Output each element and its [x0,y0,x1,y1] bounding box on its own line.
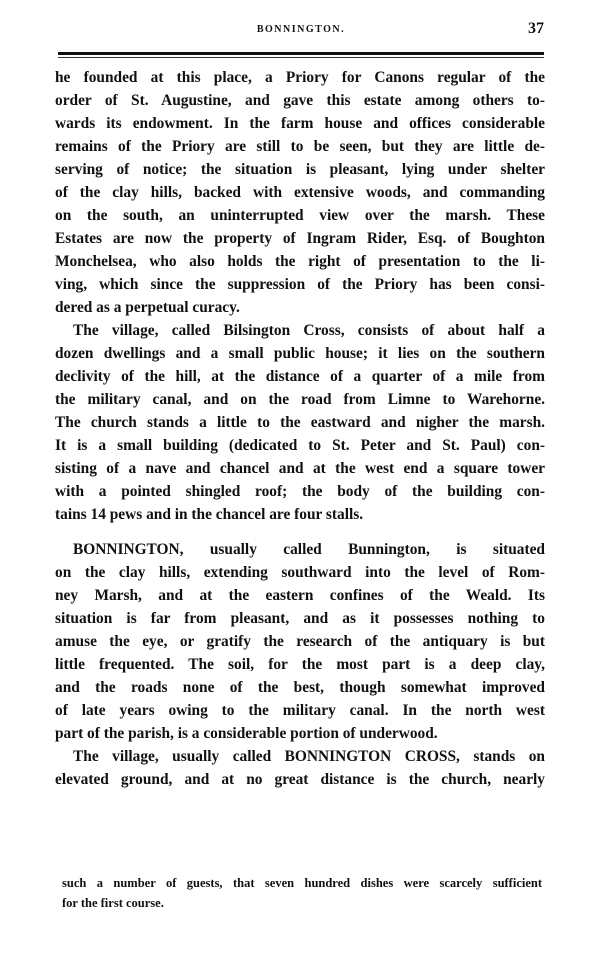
running-head: BONNINGTON. [256,24,346,35]
header-rule [58,52,544,55]
text-line: The church stands a little to the eastward and nigher the marsh. [55,414,545,431]
text-line: dered as a perpetual curacy. [55,299,240,316]
paragraph-priory [55,66,545,319]
text-line: tains 14 pews and in the chancel are four stalls. [55,506,364,523]
section-gap [55,526,545,538]
text-line: he founded at this place, a Priory for Canons regular of the [55,69,545,86]
text-line: Estates are now the property of Ingram Rider, Esq. of Boughton [55,230,545,247]
paragraph-bonnington-village [55,745,545,791]
text-line: on the south, an uninterrupted view over the marsh. These [55,207,545,224]
text-line: Monchelsea, who also holds the right of presentation to the li- [55,253,545,270]
body-text [55,66,545,791]
text-line: remains of the Priory are still to be seen, but they are little de- [55,138,545,155]
text-line: serving of notice; the situation is pleasant, lying under shelter [55,161,545,178]
text-line: dozen dwellings and a small public house; it lies on the southern [55,345,545,362]
text-line: sisting of a nave and chancel and at the west end a square tower [55,460,545,477]
text-line: It is a small building (dedicated to St. Peter and St. Paul) con- [55,437,545,454]
text-line: of the clay hills, backed with extensive woods, and commanding [55,184,545,201]
text-line: amuse the eye, or gratify the research of the antiquary is but [55,633,545,650]
text-line: ney Marsh, and at the eastern confines of the Weald. Its [55,587,545,604]
text-line: and the roads none of the best, though somewhat improved [55,679,545,696]
text-line: declivity of the hill, at the distance of a quarter of a mile from [55,368,545,385]
text-line: elevated ground, and at no great distance is the church, nearly [55,771,545,788]
text-line: order of St. Augustine, and gave this estate among others to- [55,92,545,109]
text-line: with a pointed shingled roof; the body of the building con- [55,483,545,500]
text-line: The village, usually called BONNINGTON CROSS, stands on [73,748,545,765]
text-line: BONNINGTON, usually called Bunnington, is situated [73,541,545,558]
text-line: on the clay hills, extending southward into the level of Rom- [55,564,545,581]
text-line: the military canal, and on the road from Limne to Warehorne. [55,391,545,408]
text-line: situation is far from pleasant, and as it possesses nothing to [55,610,545,627]
page-number: 37 [528,20,544,37]
header-rule-thin [58,57,544,58]
paragraph-bilsington-village [55,319,545,526]
footnote-line: for the first course. [62,896,164,910]
paragraph-bonnington [55,538,545,745]
text-line: The village, called Bilsington Cross, consists of about half a [73,322,545,339]
text-line: wards its endowment. In the farm house and offices considerable [55,115,545,132]
text-line: little frequented. The soil, for the most part is a deep clay, [55,656,545,673]
text-line: part of the parish, is a considerable portion of underwood. [55,725,438,742]
footnote [62,873,542,913]
page-header [58,20,544,44]
footnote-line: such a number of guests, that seven hundred dishes were scarcely sufficient [62,876,542,890]
text-line: ving, which since the suppression of the Priory has been consi- [55,276,545,293]
text-line: of late years owing to the military canal. In the north west [55,702,545,719]
